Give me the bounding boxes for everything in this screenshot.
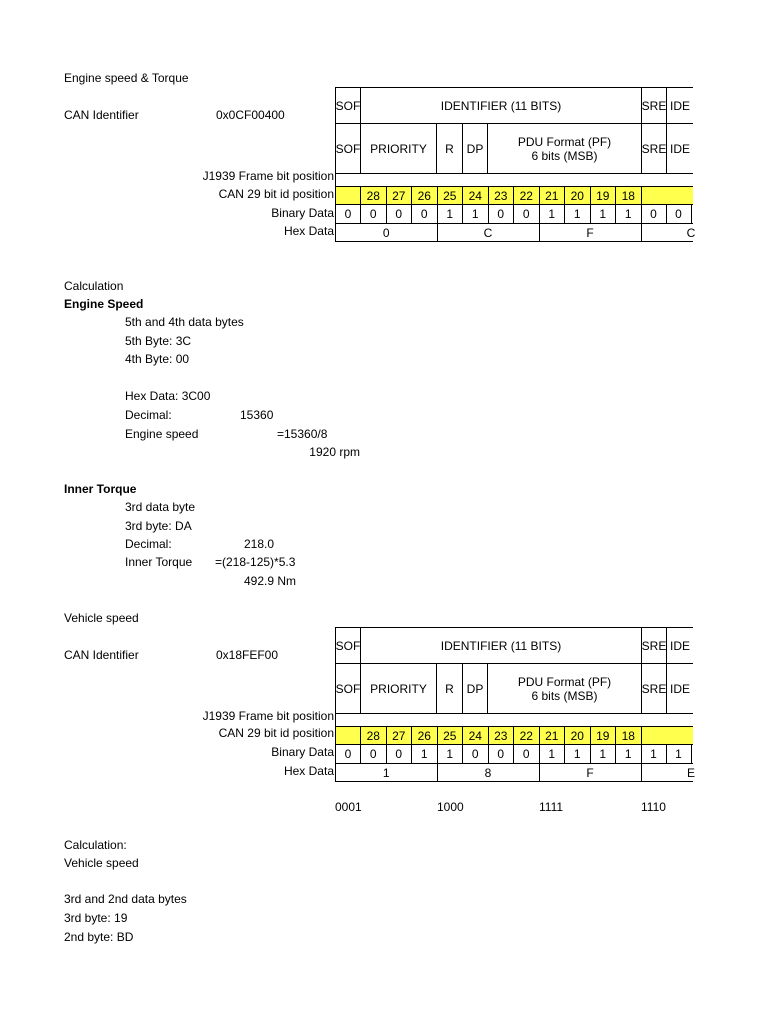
pdu-format-label: PDU Format (PF) <box>517 134 612 149</box>
bit-position-cell: 19 <box>596 188 610 203</box>
binary-cell: 0 <box>675 207 682 221</box>
binary-cell: 1 <box>599 207 607 221</box>
bit-position-cell: 22 <box>519 188 533 203</box>
grid-line <box>335 781 693 782</box>
header-sre: SRE <box>641 681 667 696</box>
bit-position-cell: 25 <box>443 188 457 203</box>
hex-cell: 1 <box>382 765 390 780</box>
header-sre: SRE <box>641 98 667 113</box>
bit-position-cell: 28 <box>366 728 380 743</box>
bit-position-cell: 23 <box>494 188 508 203</box>
bit-position-cell: 20 <box>570 188 584 203</box>
nibble-label: 1110 <box>641 800 666 814</box>
binary-cell: 1 <box>624 207 632 221</box>
bit-position-cell: 24 <box>468 728 482 743</box>
binary-cell: 0 <box>497 207 505 221</box>
bit-position-cell: 28 <box>366 188 380 203</box>
header-pdu-format <box>488 664 641 713</box>
can-frame-table <box>335 87 696 242</box>
hex-cell: F <box>586 225 594 240</box>
binary-cell: 0 <box>369 747 377 761</box>
pdu-format-label: PDU Format (PF) <box>517 674 612 689</box>
binary-cell: 1 <box>675 747 682 761</box>
torque-decimal-value: 218.0 <box>243 537 274 551</box>
bit-position-cell: 20 <box>570 728 584 743</box>
torque-line: 3rd byte: DA <box>125 519 192 533</box>
pdu-format-bits: 6 bits (MSB) <box>531 688 598 703</box>
engine-speed-formula: =15360/8 <box>277 427 328 441</box>
torque-formula: =(218-125)*5.3 <box>215 555 296 569</box>
nibble-label: 1111 <box>539 800 564 814</box>
pdu-format-bits: 6 bits (MSB) <box>531 148 598 163</box>
header-ide: IDE <box>669 98 690 113</box>
hex-cell: C <box>483 225 493 240</box>
bit-position-cell: 27 <box>392 728 406 743</box>
row-label-can29: CAN 29 bit id position <box>218 726 334 740</box>
header-ide: IDE <box>669 681 690 696</box>
grid-line <box>641 726 642 744</box>
calc-line: 4th Byte: 00 <box>125 352 190 366</box>
header-identifier: IDENTIFIER (11 BITS) <box>440 98 562 113</box>
calc2-subheading: Vehicle speed <box>64 856 139 870</box>
header-identifier: IDENTIFIER (11 BITS) <box>440 638 562 653</box>
row-label-j1939: J1939 Frame bit position <box>202 709 334 723</box>
row-label-j1939: J1939 Frame bit position <box>202 169 334 183</box>
bit-position-cell: 24 <box>468 188 482 203</box>
section-title-engine: Engine speed & Torque <box>64 71 189 85</box>
nibble-label: 0001 <box>335 800 362 814</box>
grid-line <box>335 186 336 204</box>
torque-decimal-label: Decimal: <box>125 537 172 551</box>
header-sof: SOF <box>335 141 361 156</box>
hex-cell: E <box>686 765 695 780</box>
header-priority: PRIORITY <box>370 681 427 696</box>
grid-line <box>335 241 693 242</box>
binary-cell: 0 <box>395 747 403 761</box>
grid-line <box>641 186 642 204</box>
bit-position-cell: 26 <box>417 188 431 203</box>
hex-data-line: Hex Data: 3C00 <box>125 389 211 403</box>
binary-cell: 1 <box>599 747 607 761</box>
binary-cell: 0 <box>369 207 377 221</box>
calc2-heading: Calculation: <box>64 838 127 852</box>
header-sof: SOF <box>335 98 361 113</box>
binary-cell: 0 <box>497 747 505 761</box>
binary-cell: 1 <box>573 207 581 221</box>
binary-cell: 1 <box>650 747 657 761</box>
bit-position-cell: 23 <box>494 728 508 743</box>
row-label-binary: Binary Data <box>271 745 334 759</box>
header-priority: PRIORITY <box>370 141 427 156</box>
calc2-line: 3rd byte: 19 <box>64 911 128 925</box>
binary-cell: 0 <box>344 747 352 761</box>
torque-label: Inner Torque <box>125 555 193 569</box>
grid-line <box>335 726 336 744</box>
header-sof: SOF <box>335 681 361 696</box>
header-sre: SRE <box>641 141 667 156</box>
binary-cell: 1 <box>420 747 428 761</box>
can-id-label: CAN Identifier <box>64 108 139 122</box>
grid-line <box>691 744 692 763</box>
bit-position-cell: 21 <box>545 728 559 743</box>
binary-cell: 0 <box>650 207 657 221</box>
row-label-binary: Binary Data <box>271 206 334 220</box>
bit-position-cell: 27 <box>392 188 406 203</box>
binary-cell: 1 <box>548 747 556 761</box>
can-id-value: 0x0CF00400 <box>216 108 285 122</box>
header-pdu-format <box>488 124 641 173</box>
row-label-hex: Hex Data <box>283 224 334 238</box>
binary-cell: 1 <box>573 747 581 761</box>
inner-torque-title: Inner Torque <box>64 482 137 496</box>
bit-position-cell: 22 <box>519 728 533 743</box>
nibble-label: 1000 <box>437 800 464 814</box>
binary-cell: 0 <box>420 207 428 221</box>
binary-cell: 0 <box>522 747 530 761</box>
header-sof: SOF <box>335 638 361 653</box>
torque-result: 492.9 Nm <box>243 574 296 588</box>
hex-cell: 0 <box>382 225 390 240</box>
bit-position-cell: 18 <box>621 188 635 203</box>
binary-cell: 0 <box>395 207 403 221</box>
engine-speed-result: 1920 rpm <box>309 445 360 459</box>
header-ide: IDE <box>669 141 690 156</box>
engine-speed-title: Engine Speed <box>64 297 144 311</box>
grid-line <box>691 204 692 223</box>
row-label-hex: Hex Data <box>283 764 334 778</box>
hex-cell: C <box>686 225 696 240</box>
bit-position-cell: 19 <box>596 728 610 743</box>
header-dp: DP <box>466 141 484 156</box>
section-title-vehicle: Vehicle speed <box>64 611 139 625</box>
binary-cell: 1 <box>446 747 454 761</box>
engine-speed-label: Engine speed <box>125 427 199 441</box>
bit-position-cell: 25 <box>443 728 457 743</box>
row-label-can29: CAN 29 bit id position <box>218 187 334 201</box>
binary-cell: 1 <box>624 747 632 761</box>
bit-position-cell: 21 <box>545 188 559 203</box>
calc-line: 5th and 4th data bytes <box>125 315 244 329</box>
can-id-value: 0x18FEF00 <box>216 648 279 662</box>
can-id-label: CAN Identifier <box>64 648 139 662</box>
binary-cell: 0 <box>344 207 352 221</box>
header-sre: SRE <box>641 638 667 653</box>
header-r: R <box>445 141 454 156</box>
calc2-line: 3rd and 2nd data bytes <box>64 892 187 906</box>
calc-line: 5th Byte: 3C <box>125 334 192 348</box>
bit-position-cell: 18 <box>621 728 635 743</box>
hex-cell: 8 <box>484 765 492 780</box>
bit-position-cell: 26 <box>417 728 431 743</box>
binary-cell: 1 <box>446 207 454 221</box>
torque-line: 3rd data byte <box>125 500 196 514</box>
binary-cell: 1 <box>548 207 556 221</box>
decimal-label: Decimal: <box>125 408 172 422</box>
calc-heading: Calculation <box>64 279 124 293</box>
binary-cell: 0 <box>522 207 530 221</box>
header-ide: IDE <box>669 638 690 653</box>
binary-cell: 0 <box>471 747 479 761</box>
grid-line <box>335 713 693 714</box>
decimal-value: 15360 <box>240 408 274 422</box>
header-r: R <box>445 681 454 696</box>
hex-cell: F <box>586 765 594 780</box>
header-dp: DP <box>466 681 484 696</box>
binary-cell: 1 <box>471 207 479 221</box>
grid-line <box>335 173 693 174</box>
calc2-line: 2nd byte: BD <box>64 930 134 944</box>
can-frame-table <box>335 627 693 782</box>
